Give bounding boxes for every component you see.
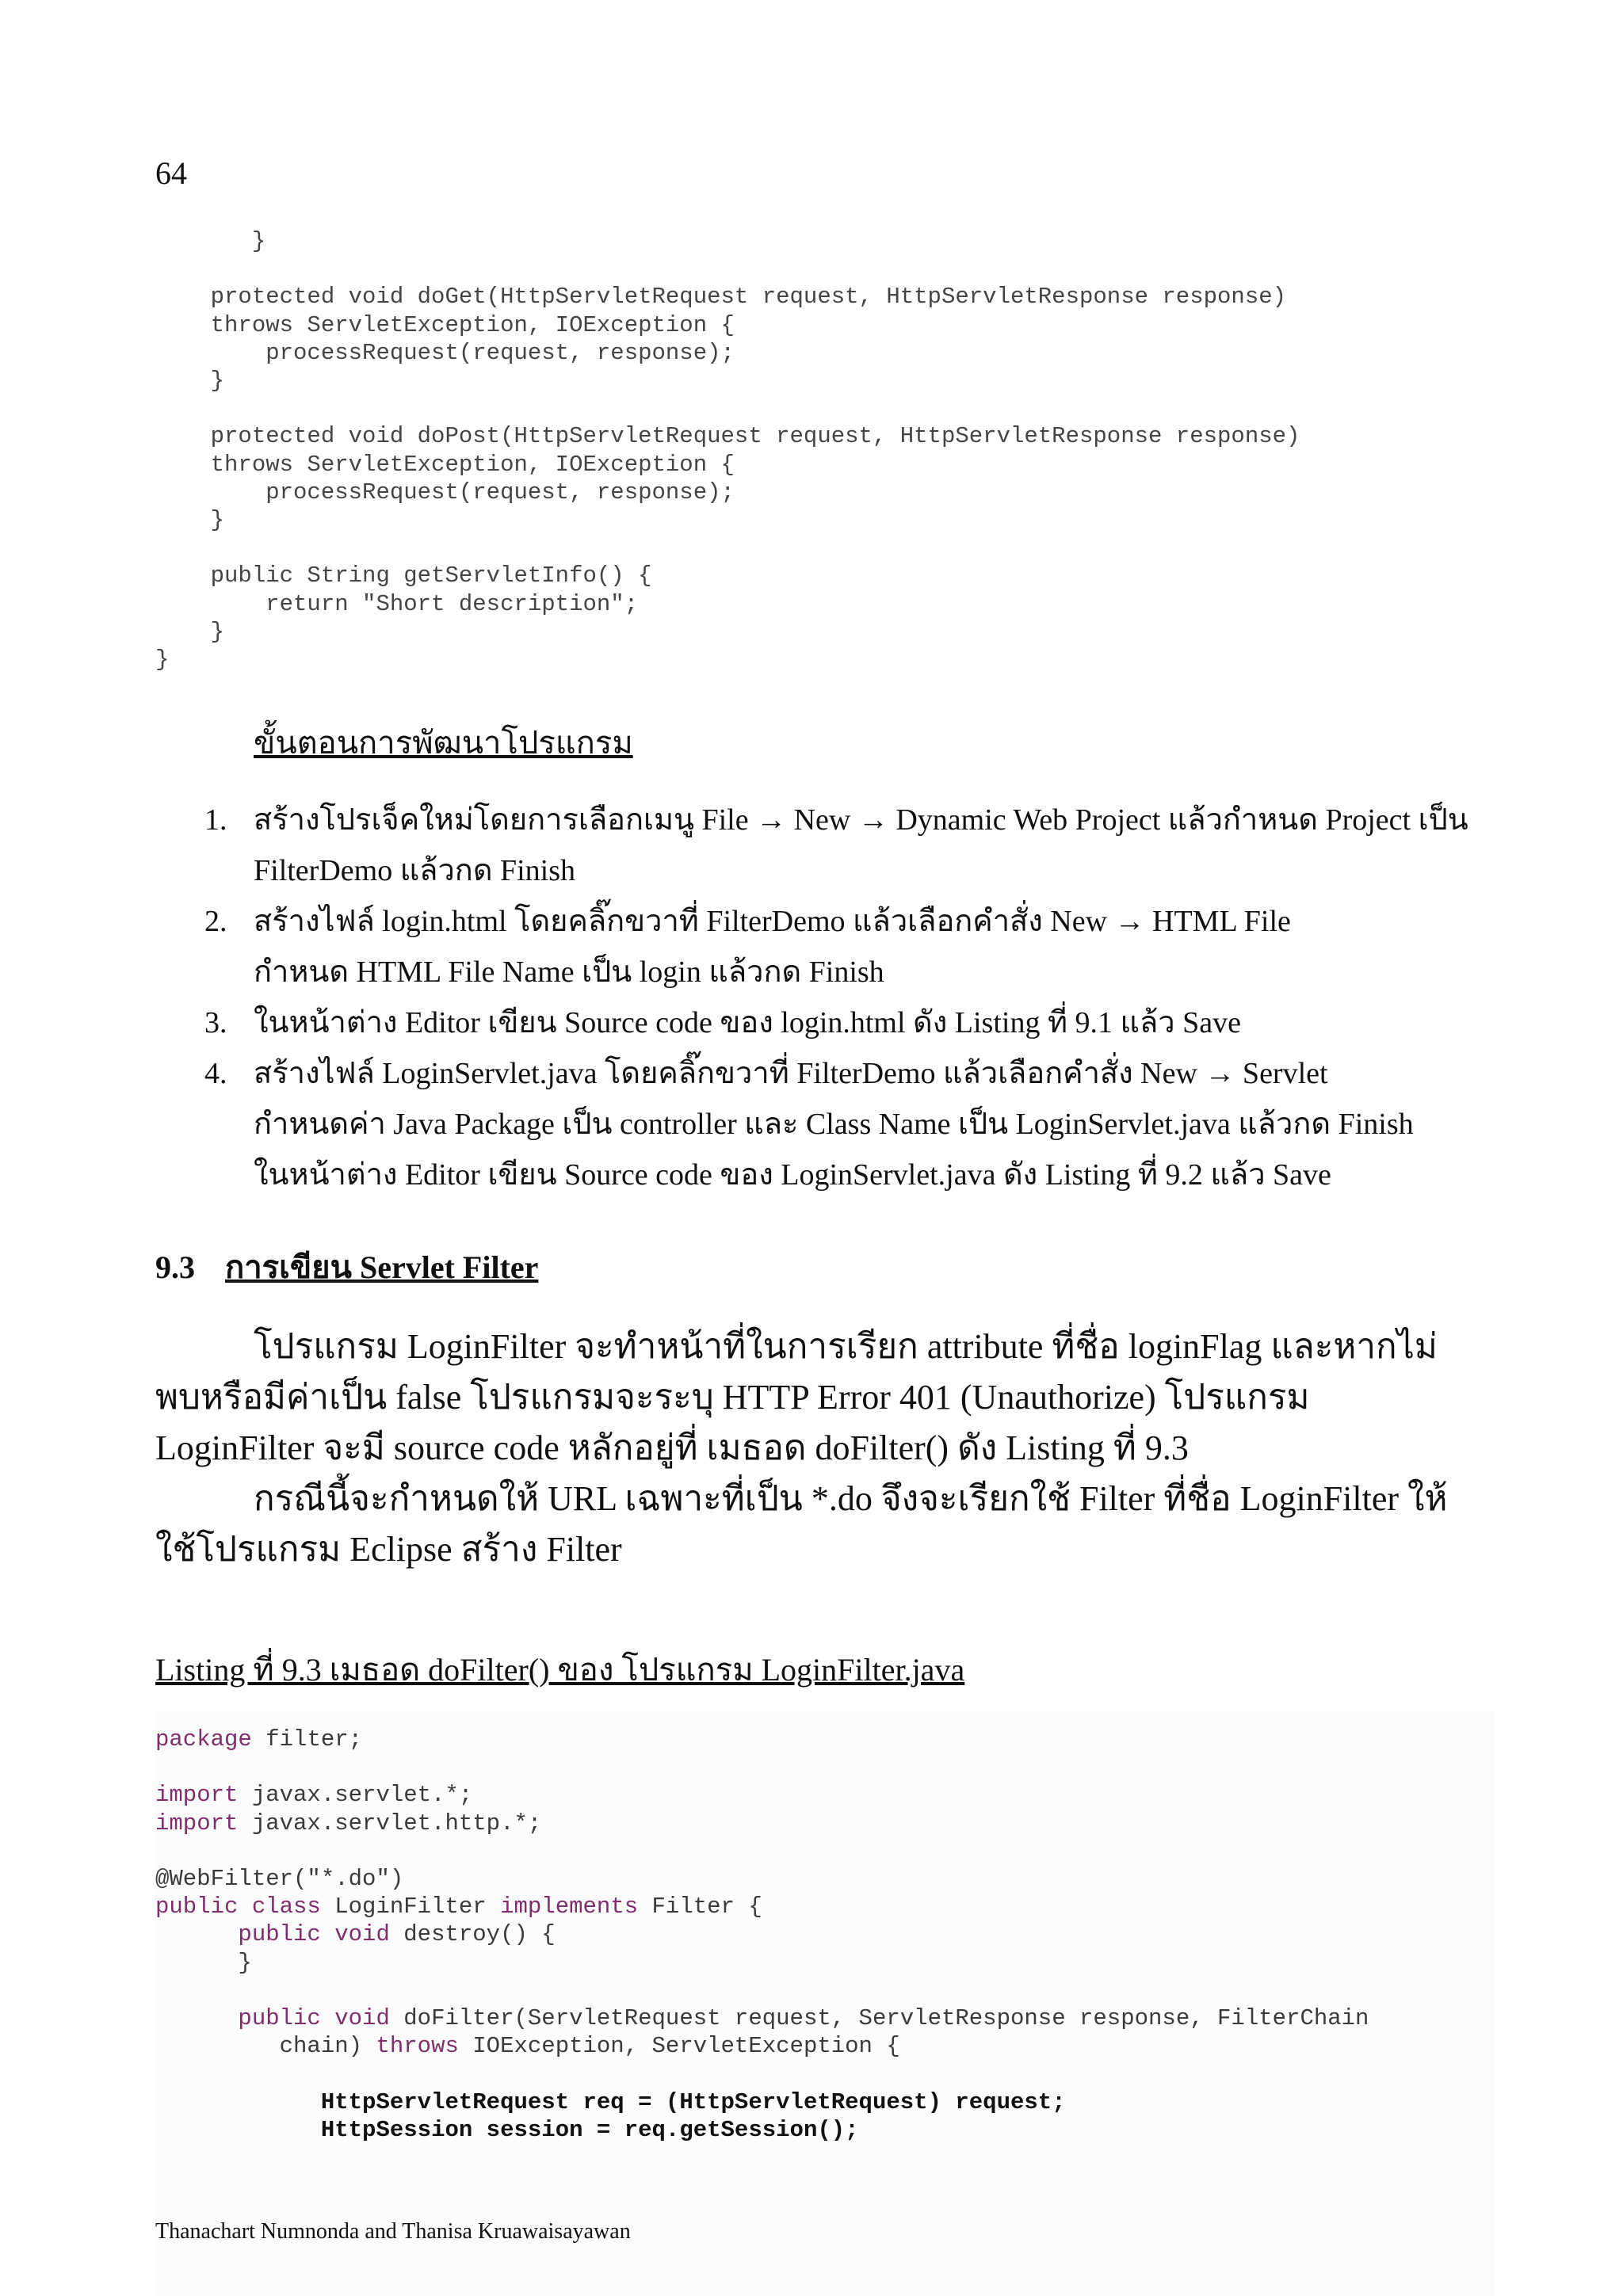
code-indent [155, 2089, 321, 2115]
code-line: } [155, 368, 225, 395]
code-line: } [155, 646, 170, 673]
step-line: สร้างไฟล์ LoginServlet.java โดยคลิ๊กขวาที่ FilterDemo แล้วเลือกคำสั่ง New → Servlet [254, 1057, 1328, 1090]
code-line: } [155, 507, 225, 534]
code-keyword: throws [376, 2033, 459, 2060]
step-line: FilterDemo แล้วกด Finish [254, 854, 576, 887]
steps-heading: ขั้นตอนการพัฒนาโปรแกรม [254, 725, 633, 761]
code-line: protected void doGet(HttpServletRequest request, HttpServletResponse response) [155, 284, 1287, 311]
code-bold-text: HttpServletRequest req = (HttpServletRequest) request; [320, 2088, 1066, 2115]
code-text: filter; [251, 1726, 363, 1753]
code-line: processRequest(request, response); [155, 479, 735, 505]
step-line: ในหน้าต่าง Editor เขียน Source code ของ LoginServlet.java ดัง Listing ที่ 9.2 แล้ว Save [254, 1158, 1331, 1192]
step-number: 1. [204, 803, 227, 837]
code-line: processRequest(request, response); [155, 339, 735, 366]
code-text: javax.servlet.http.*; [238, 1810, 542, 1836]
code-text: javax.servlet.*; [238, 1782, 473, 1809]
section-number: 9.3 [155, 1249, 195, 1285]
code-text: doFilter(ServletRequest request, ServletResponse response, FilterChain [389, 2005, 1369, 2032]
steps-list [204, 795, 1522, 1200]
step-number: 2. [204, 905, 227, 938]
list-item [204, 795, 1522, 896]
code-keyword: import [155, 1810, 239, 1836]
code-indent [155, 1921, 238, 1947]
step-line: กำหนด HTML File Name เป็น login แล้วกด Finish [254, 955, 884, 989]
code-text: chain) [155, 2033, 376, 2060]
list-item [204, 1048, 1522, 1200]
code-line: } [155, 228, 266, 254]
code-line: } [155, 618, 225, 645]
code-bold-text: HttpSession session = req.getSession(); [320, 2116, 859, 2143]
code-keyword: public void [238, 2005, 390, 2032]
listing-caption: Listing ที่ 9.3 เมธอด doFilter() ของ โปรแกรม LoginFilter.java [155, 1652, 965, 1688]
section-title: การเขียน Servlet Filter [225, 1249, 539, 1285]
body-paragraph: โปรแกรม LoginFilter จะทำหน้าที่ในการเรียก attribute ที่ชื่อ loginFlag และหากไม่พบหรือมีค่าเป็น false โปรแกรมจะระบุ HTTP Error 401 (Unauthorize) โปรแกรม LoginFilter จะมี source code หลักอยู่ที่ เมธอด doFilter() ดัง Listing ที่ 9.3 [155, 1327, 1438, 1467]
body-paragraph: กรณีนี้จะกำหนดให้ URL เฉพาะที่เป็น *.do จึงจะเรียกใช้ Filter ที่ชื่อ LoginFilter ให้ใช้โปรแกรม Eclipse สร้าง Filter [155, 1479, 1448, 1569]
code-block-loginfilter [155, 1726, 1369, 2144]
step-number: 4. [204, 1057, 227, 1090]
code-keyword: public void [238, 1921, 390, 1948]
code-text: destroy() { [389, 1921, 556, 1948]
section-heading [155, 1241, 538, 1292]
code-line: throws ServletException, IOException { [155, 311, 735, 338]
code-text: IOException, ServletException { [458, 2033, 900, 2060]
list-item [204, 997, 1522, 1048]
code-text: @WebFilter("*.do") [155, 1866, 404, 1893]
code-keyword: import [155, 1782, 239, 1809]
code-indent [155, 2005, 238, 2031]
page-footer: Thanachart Numnonda and Thanisa Kruawaisayawan [155, 2219, 631, 2244]
code-text: LoginFilter [320, 1894, 501, 1920]
step-line: สร้างโปรเจ็คใหม่โดยการเลือกเมนู File → New → Dynamic Web Project แล้วกำหนด Project เป็น [254, 803, 1468, 837]
code-block-servlet [155, 227, 1300, 673]
code-line: throws ServletException, IOException { [155, 451, 735, 478]
code-keyword: public class [155, 1894, 321, 1920]
page-number: 64 [155, 155, 187, 191]
code-indent [155, 2117, 321, 2143]
code-line: public String getServletInfo() { [155, 563, 652, 589]
code-text: } [155, 1949, 252, 1976]
step-number: 3. [204, 1006, 227, 1039]
code-line: return "Short description"; [155, 590, 639, 617]
list-item [204, 896, 1522, 997]
code-keyword: implements [500, 1894, 639, 1920]
step-line: ในหน้าต่าง Editor เขียน Source code ของ login.html ดัง Listing ที่ 9.1 แล้ว Save [254, 1006, 1241, 1039]
step-line: สร้างไฟล์ login.html โดยคลิ๊กขวาที่ FilterDemo แล้วเลือกคำสั่ง New → HTML File [254, 905, 1291, 938]
code-line: protected void doPost(HttpServletRequest request, HttpServletResponse response) [155, 423, 1300, 450]
code-text: Filter { [638, 1894, 762, 1920]
step-line: กำหนดค่า Java Package เป็น controller และ Class Name เป็น LoginServlet.java แล้วกด Finish [254, 1108, 1414, 1141]
code-keyword: package [155, 1726, 252, 1753]
